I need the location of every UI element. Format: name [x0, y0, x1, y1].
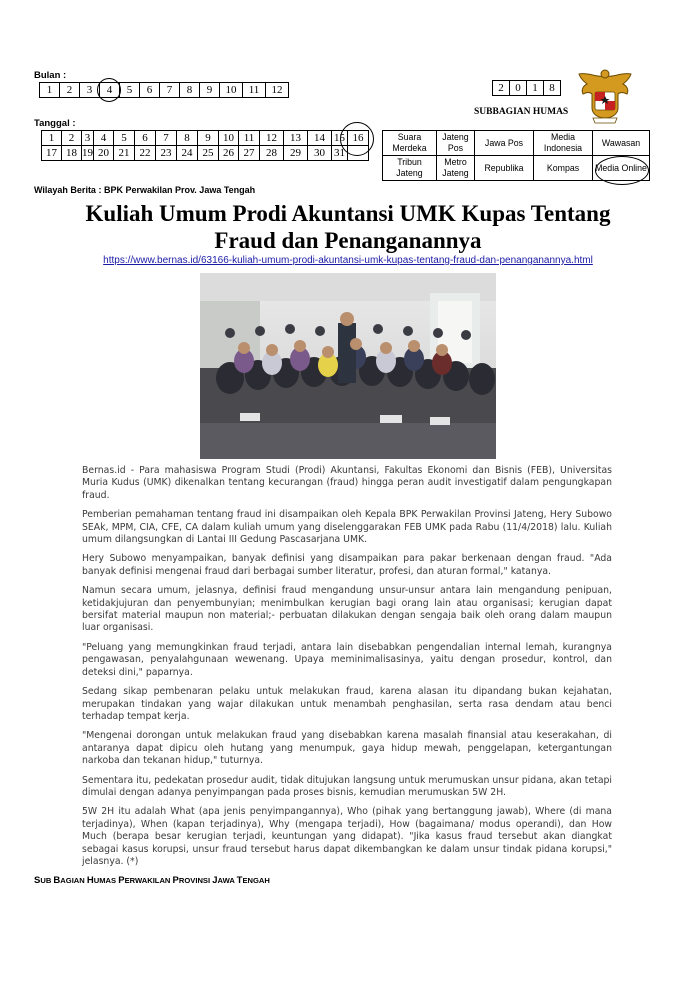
- article-paragraph: Sementara itu, pedekatan prosedur audit, tidak ditujukan langsung untuk merumuskan unsur pidana, akan tetapi dimulai dengan adanya penyimpangan pada proses bisnis, kemudian merumuskan 5W 2H.: [82, 774, 612, 798]
- date-cell: 22: [135, 146, 156, 161]
- date-cell: 14: [308, 131, 332, 146]
- year-table: [492, 80, 561, 96]
- garuda-emblem-icon: [575, 68, 635, 124]
- date-cell: 3: [82, 131, 94, 146]
- article-paragraph: Namun secara umum, jelasnya, definisi fraud mengandung unsur-unsur antara lain mengandung penipuan, ketidakjujuran dan penyembunyian; menimbulkan kerugian bagi orang lain atau organisasi; kerugian dapat bersifat material maupun non material;- perbuatan dilakukan dengan sengaja baik oleh orang dalam maupun luar organisasi.: [82, 585, 612, 634]
- date-cell: 7: [156, 131, 177, 146]
- month-selection-circle: [97, 78, 121, 102]
- bulan-table: [39, 82, 289, 98]
- article-paragraph: Pemberian pemahaman tentang fraud ini disampaikan oleh Kepala BPK Perwakilan Provinsi Jateng, Hery Subowo SEAk, MPM, CIA, CFE, CA dalam kuliah umum yang diselenggarakan FEB UMK pada Rabu (11/4/2018) lalu. Kuliah umum dilangsungkan di Lantai III Gedung Pascasarjana UMK.: [82, 509, 612, 546]
- media-cell: Kompas: [534, 156, 593, 181]
- month-cell: 12: [266, 83, 289, 98]
- date-cell: 12: [260, 131, 284, 146]
- lecture-audience-photo: [200, 273, 496, 459]
- date-cell: 29: [284, 146, 308, 161]
- date-cell: 9: [198, 131, 219, 146]
- date-cell: 19: [82, 147, 93, 159]
- date-cell: 24: [177, 146, 198, 161]
- date-cell: 28: [260, 146, 284, 161]
- article-paragraph: 5W 2H itu adalah What (apa jenis penyimpangannya), Who (pihak yang bertanggung jawab), Where (di mana terjadinya), When (kapan terjadinya), Why (mengapa terjadi), How (bagaimana/ modus operandi), dan How Much (berapa besar kerugian terjadi, keuntungan yang didapat). "Jika kasus fraud tersebut akan diangkat sebagai kasus korupsi, unsur fraud tersebut harus dapat dikembangkan ke dalam unsur tindak pidana korupsi," jelasnya. (*): [82, 806, 612, 867]
- media-cell: Tribun Jateng: [383, 156, 437, 181]
- article-paragraph: Sedang sikap pembenaran pelaku untuk melakukan fraud, karena alasan itu dipandang bukan kejahatan, merupakan tindakan yang wajar dilakukan untuk menambah penghasilan, serta rasa dendam atau benci terhadap tempat kerja.: [82, 686, 612, 722]
- month-cell: 2: [60, 83, 80, 98]
- year-digit: 8: [544, 81, 561, 96]
- year-digit: 0: [510, 81, 527, 96]
- date-cell: 23: [156, 146, 177, 161]
- footer-credit: SUB BAGIAN HUMAS PERWAKILAN PROVINSI JAWA TENGAH: [34, 875, 270, 886]
- date-cell: 17: [42, 146, 62, 161]
- date-cell: 10: [219, 131, 239, 146]
- media-selection-circle: [595, 156, 649, 185]
- media-cell: Media Indonesia: [534, 131, 593, 156]
- date-cell: 4: [94, 131, 114, 146]
- month-cell: 10: [220, 83, 243, 98]
- media-cell: Republika: [475, 156, 534, 181]
- month-cell-selected: 4: [100, 83, 120, 98]
- date-cell: 6: [135, 131, 156, 146]
- date-cell: 11: [239, 131, 260, 146]
- subbagian-label: SUBBAGIAN HUMAS: [474, 107, 569, 117]
- article-title: [20, 200, 676, 254]
- year-digit: 2: [493, 81, 510, 96]
- month-cell: 9: [200, 83, 220, 98]
- date-cell: 5: [114, 131, 135, 146]
- title-line-2: Fraud dan Penanganannya: [214, 228, 482, 253]
- media-cell: Suara Merdeka: [383, 131, 437, 156]
- month-cell: 1: [40, 83, 60, 98]
- date-selection-circle: [340, 122, 374, 156]
- media-cell: Metro Jateng: [437, 156, 475, 181]
- media-cell: Wawasan: [593, 131, 650, 156]
- media-cell-selected: Media Online: [593, 156, 650, 181]
- title-line-1: Kuliah Umum Prodi Akuntansi UMK Kupas Tentang: [85, 201, 611, 226]
- date-cell: 25: [198, 146, 219, 161]
- month-cell: 6: [140, 83, 160, 98]
- month-cell: 7: [160, 83, 180, 98]
- tanggal-table: [41, 130, 369, 161]
- date-cell: 30: [308, 146, 332, 161]
- article-paragraph: "Peluang yang memungkinkan fraud terjadi, antara lain disebabkan pengendalian internal lemah, kurangnya pengawasan, penyalahgunaan wewenang. Upaya meminimalisasinya, yaitu dengan prosedur, kontrol, dan deteksi dini," paparnya.: [82, 641, 612, 678]
- date-cell: 8: [177, 131, 198, 146]
- date-cell: 13: [284, 131, 308, 146]
- wilayah-berita: Wilayah Berita : BPK Perwakilan Prov. Jawa Tengah: [34, 185, 256, 195]
- bulan-label: Bulan :: [34, 70, 67, 81]
- date-cell: 26: [219, 146, 239, 161]
- article-body: [82, 465, 612, 875]
- date-cell: 1: [42, 131, 62, 146]
- year-digit: 1: [527, 81, 544, 96]
- date-cell: 15: [332, 131, 348, 146]
- article-paragraph: Bernas.id - Para mahasiswa Program Studi (Prodi) Akuntansi, Fakultas Ekonomi dan Bisnis (FEB), Universitas Muria Kudus (UMK) dikenalkan tentang kecurangan (fraud) hingga peran audit investigatif dalam pengungkapan fraud.: [82, 465, 612, 501]
- tanggal-label: Tanggal :: [34, 118, 76, 129]
- date-cell: 31: [332, 146, 348, 161]
- date-cell: 18: [62, 146, 82, 161]
- date-cell: 27: [239, 146, 260, 161]
- date-cell: 21: [114, 146, 135, 161]
- media-cell: Jawa Pos: [475, 131, 534, 156]
- date-cell: 20: [94, 146, 114, 161]
- date-cell-selected: 16: [348, 131, 369, 146]
- month-cell: 3: [80, 83, 100, 98]
- date-cell: 2: [62, 131, 82, 146]
- month-cell: 5: [120, 83, 140, 98]
- month-cell: 8: [180, 83, 200, 98]
- month-cell: 11: [243, 83, 266, 98]
- media-cell: Jateng Pos: [437, 131, 475, 156]
- article-paragraph: Hery Subowo menyampaikan, banyak definisi yang disampaikan para pakar berkenaan dengan fraud. "Ada banyak definisi mengenai fraud dari berbagai sumber literatur, profesi, dan aturan formal," katanya.: [82, 553, 612, 577]
- source-url-link[interactable]: https://www.bernas.id/63166-kuliah-umum-prodi-akuntansi-umk-kupas-tentang-fraud-dan-penanganannya.html: [103, 255, 593, 266]
- article-paragraph: "Mengenai dorongan untuk melakukan fraud yang disebabkan karena masalah finansial atau keserakahan, di antaranya dapat dipicu oleh hutang yang menumpuk, gaya hidup mewah, penggelapan, ketergantungan narkoba dan tekanan hidup," tuturnya.: [82, 730, 612, 767]
